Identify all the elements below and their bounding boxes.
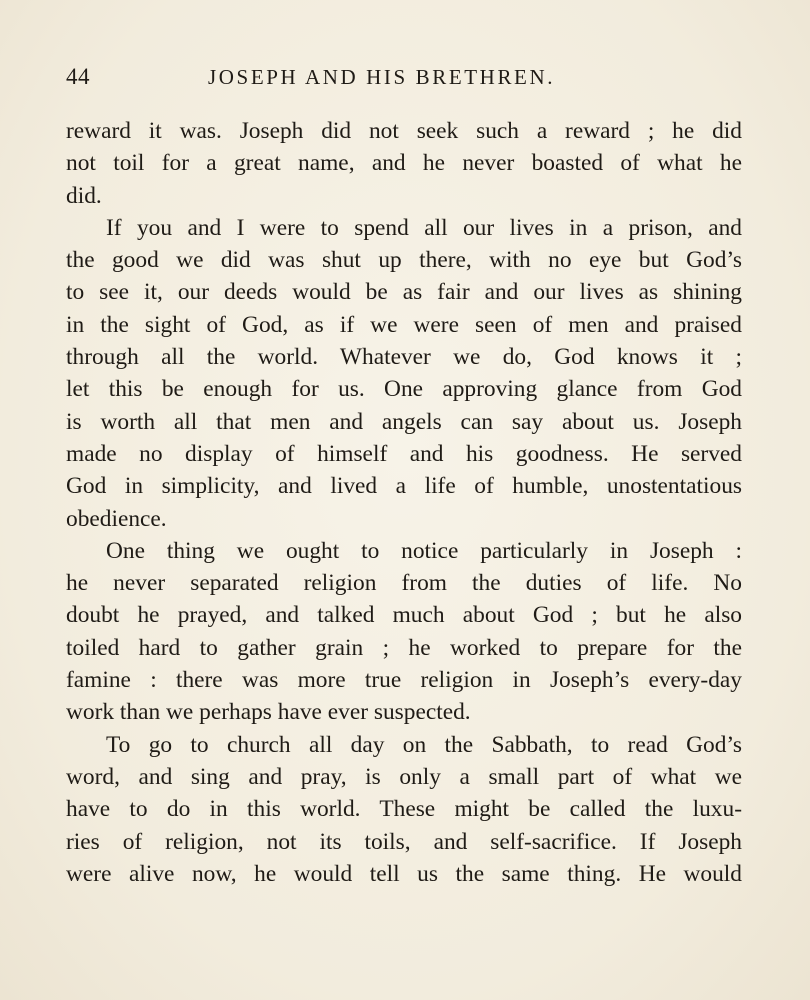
page-number: 44 [66,64,90,89]
text-line: One thing we ought to notice particularly in Joseph : [106,537,742,564]
text-line: doubt he prayed, and talked much about God ; but he also [66,602,742,629]
text-line: were alive now, he would tell us the same thing. He would [66,860,742,887]
text-line: in the sight of God, as if we were seen of men and praised [66,311,742,338]
text-line: toiled hard to gather grain ; he worked to prepare for the [66,634,742,661]
text-line: work than we perhaps have ever suspected. [66,699,471,726]
paragraph [66,212,742,535]
text-line: the good we did was shut up there, with no eye but God’s [66,247,742,274]
paragraph [66,115,742,212]
paragraph [66,535,742,729]
running-head [66,64,742,98]
text-line: made no display of himself and his goodness. He served [66,440,742,467]
text-line: To go to church all day on the Sabbath, to read God’s [106,731,742,758]
text-line: did. [66,182,102,209]
text-line: God in simplicity, and lived a life of humble, unostentatious [66,473,742,500]
text-line: have to do in this world. These might be called the luxu- [66,796,742,823]
text-line: not toil for a great name, and he never boasted of what he [66,150,742,177]
text-line: he never separated religion from the duties of life. No [66,570,742,597]
text-line: obedience. [66,505,167,532]
text-line: is worth all that men and angels can say about us. Joseph [66,408,742,435]
text-line: word, and sing and pray, is only a small part of what we [66,763,742,790]
text-line: to see it, our deeds would be as fair and our lives as shining [66,279,742,306]
text-line: famine : there was more true religion in Joseph’s every-day [66,667,742,694]
text-line: through all the world. Whatever we do, God knows it ; [66,344,742,371]
running-title: JOSEPH AND HIS BRETHREN. [208,65,556,89]
paragraph [66,729,742,890]
text-line: If you and I were to spend all our lives in a prison, and [106,214,742,241]
text-line: reward it was. Joseph did not seek such a reward ; he did [66,118,742,144]
body-text [66,115,742,890]
text-line: let this be enough for us. One approving glance from God [66,376,742,403]
text-line: ries of religion, not its toils, and self-sacrifice. If Joseph [66,828,742,855]
